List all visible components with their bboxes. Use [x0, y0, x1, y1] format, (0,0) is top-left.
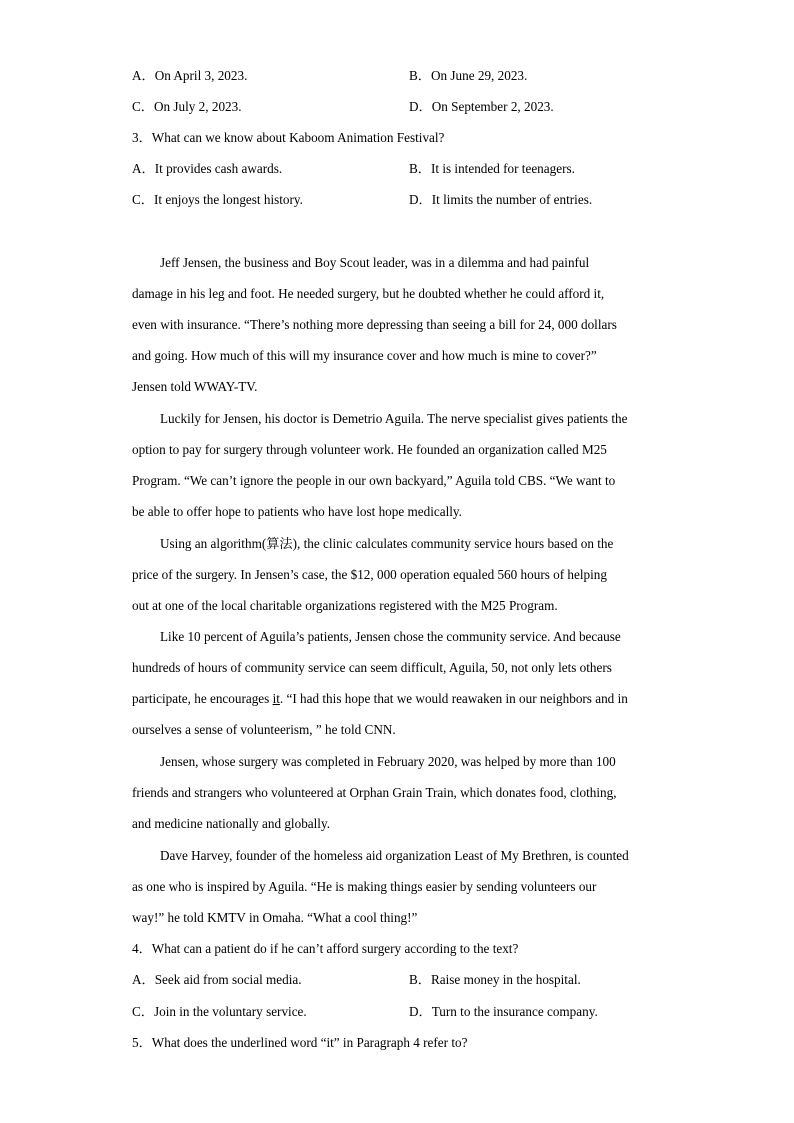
passage-line: even with insurance. “There’s nothing more depressing than seeing a bill for 24, 000 dollars: [132, 317, 617, 332]
passage-line: option to pay for surgery through volunteer work. He founded an organization called M25: [132, 442, 607, 457]
q4-option-c: C．Join in the voluntary service.: [132, 1004, 307, 1019]
q4-option-a: A．Seek aid from social media.: [132, 972, 302, 987]
q3-question: 3．What can we know about Kaboom Animation Festival?: [132, 130, 445, 145]
q4-question: 4．What can a patient do if he can’t afford surgery according to the text?: [132, 941, 519, 956]
passage-line: and medicine nationally and globally.: [132, 816, 330, 831]
passage-line: way!” he told KMTV in Omaha. “What a cool thing!”: [132, 910, 418, 925]
q2-option-d: D．On September 2, 2023.: [409, 99, 554, 114]
q3-option-a: A．It provides cash awards.: [132, 161, 283, 176]
passage-line: damage in his leg and foot. He needed surgery, but he doubted whether he could afford it,: [132, 286, 605, 301]
passage-line: Using an algorithm(算法), the clinic calculates community service hours based on the: [160, 536, 614, 551]
passage-text: . “I had this hope that we would reawaken in our neighbors and in: [279, 691, 628, 706]
q2-option-c: C．On July 2, 2023.: [132, 99, 242, 114]
passage-line: ourselves a sense of volunteerism, ” he told CNN.: [132, 722, 396, 737]
q2-option-a: A．On April 3, 2023.: [132, 68, 248, 83]
q3-option-b: B．It is intended for teenagers.: [409, 161, 575, 176]
passage-line: friends and strangers who volunteered at Orphan Grain Train, which donates food, clothing,: [132, 785, 617, 800]
passage-line: hundreds of hours of community service can seem difficult, Aguila, 50, not only lets others: [132, 660, 612, 675]
passage-line: be able to offer hope to patients who have lost hope medically.: [132, 504, 462, 519]
passage-line: [132, 690, 628, 708]
q5-question: 5．What does the underlined word “it” in Paragraph 4 refer to?: [132, 1035, 468, 1050]
q2-option-b: B．On June 29, 2023.: [409, 68, 528, 83]
passage-line: price of the surgery. In Jensen’s case, the $12, 000 operation equaled 560 hours of helping: [132, 567, 607, 582]
passage-line: Jeff Jensen, the business and Boy Scout leader, was in a dilemma and had painful: [160, 255, 590, 270]
passage-line: Jensen told WWAY-TV.: [132, 379, 258, 394]
passage-line: Like 10 percent of Aguila’s patients, Jensen chose the community service. And because: [160, 629, 621, 644]
passage-line: Jensen, whose surgery was completed in February 2020, was helped by more than 100: [160, 754, 616, 769]
q3-option-d: D．It limits the number of entries.: [409, 192, 593, 207]
passage-line: Dave Harvey, founder of the homeless aid organization Least of My Brethren, is counted: [160, 848, 629, 863]
q4-option-b: B．Raise money in the hospital.: [409, 972, 581, 987]
underlined-word-it: it: [272, 691, 280, 706]
q4-option-d: D．Turn to the insurance company.: [409, 1004, 598, 1019]
passage-line: out at one of the local charitable organizations registered with the M25 Program.: [132, 598, 558, 613]
passage-text: participate, he encourages: [132, 691, 273, 706]
passage-line: Program. “We can’t ignore the people in our own backyard,” Aguila told CBS. “We want to: [132, 473, 616, 488]
q3-option-c: C．It enjoys the longest history.: [132, 192, 303, 207]
passage-line: Luckily for Jensen, his doctor is Demetrio Aguila. The nerve specialist gives patients the: [160, 411, 628, 426]
passage-line: and going. How much of this will my insurance cover and how much is mine to cover?”: [132, 348, 597, 363]
passage-line: as one who is inspired by Aguila. “He is making things easier by sending volunteers our: [132, 879, 597, 894]
